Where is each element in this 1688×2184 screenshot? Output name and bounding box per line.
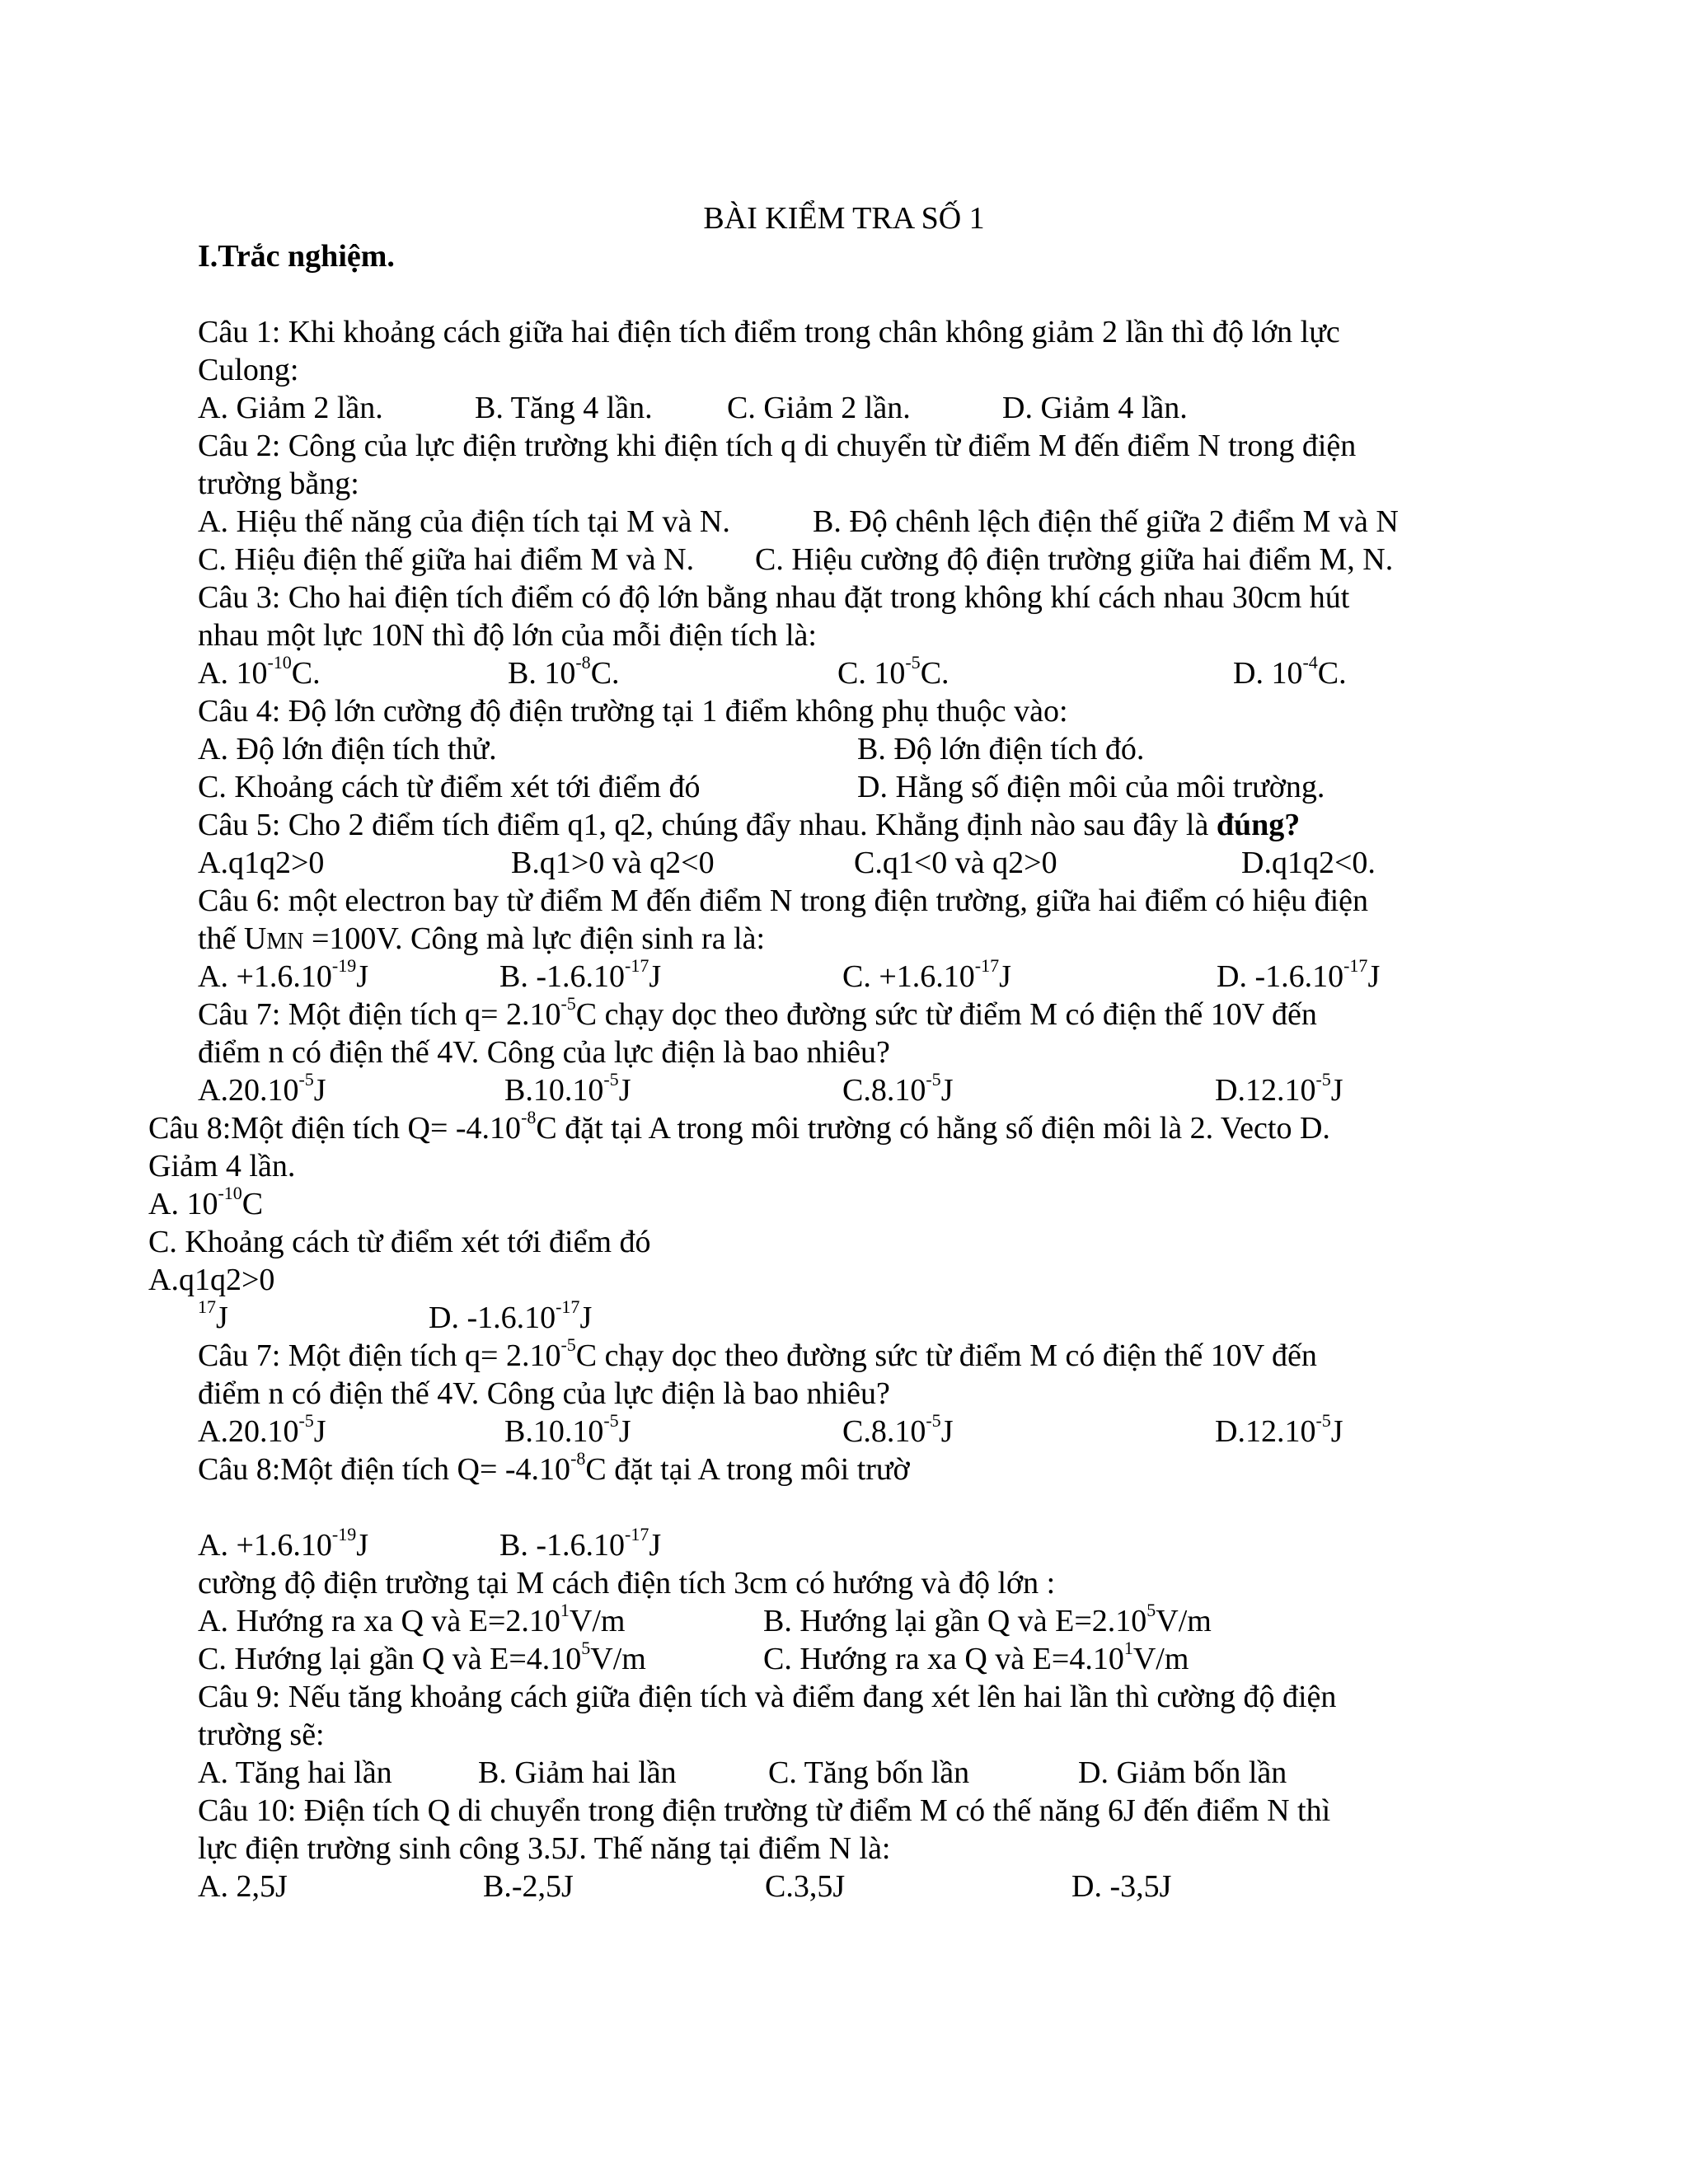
q6-option-d: D. $-1.6.10^{-17}J$ (1217, 955, 1381, 994)
q7-option-d: $D.12.10^{-5}J$ (1215, 1069, 1343, 1108)
q8b-option-a0: A. $+1.6.10^{-19}J$ (198, 1524, 368, 1563)
q4-option-a: A. Độ lớn điện tích thử. (198, 732, 497, 766)
q7-option-b: $B.10.10^{-5}J$ (504, 1069, 631, 1108)
q10-options (0, 1868, 1688, 1905)
q2-option-b: B. Độ chênh lệch điện thế giữa 2 điểm M và N (813, 504, 1399, 539)
q5-option-c: C.q1<0 và q2>0 (854, 846, 1057, 880)
q9-option-a: A. Tăng hai lần (198, 1755, 392, 1790)
q7-text-line2: điểm n có điện thế 4V. Công của lực điện là bao nhiêu? (198, 1035, 890, 1070)
q2-options-row2 (0, 541, 1688, 579)
q7b-option-a: $A.20.10^{-5}J$ (198, 1410, 326, 1449)
q1-option-a: A. Giảm 2 lần. (198, 391, 383, 425)
q6-option-a: A. $+1.6.10^{-19}J$ (198, 955, 368, 994)
q4-option-c: C. Khoảng cách từ điểm xét tới điểm đó (198, 770, 701, 804)
q5-option-a: A.q1q2>0 (198, 846, 325, 880)
q8b-option-c: C. Hướng lại gần Q và $E=4.10^5V/m$ (198, 1638, 646, 1676)
q10-option-c: C.3,5J (765, 1869, 846, 1904)
q10-option-b: B.-2,5J (483, 1869, 574, 1904)
q5-option-d: D.q1q2<0. (1241, 846, 1376, 880)
q3-option-b: B. $10^{-8}C$. (508, 652, 620, 691)
q3-text-line1: Câu 3: Cho hai điện tích điểm có độ lớn bằng nhau đặt trong không khí cách nhau 30cm hút (198, 580, 1350, 615)
q7b-option-c: $C.8.10^{-5}J$ (842, 1410, 954, 1449)
q8b-option-d: C. Hướng ra xa Q và $E=4.10^1V/m$ (763, 1638, 1189, 1676)
q3-option-a: A. $10^{-10}C$. (198, 652, 321, 691)
q8b-text-line2: cường độ điện trường tại M cách điện tích 3cm có hướng và độ lớn : (198, 1566, 1056, 1601)
q1-text-line1: Câu 1: Khi khoảng cách giữa hai điện tích điểm trong chân không giảm 2 lần thì độ lớn lực (198, 315, 1340, 349)
q8b-text-line1: Câu 8:Một điện tích $Q= -4.10^{-8}C$ đặt tại A trong môi trườ (198, 1448, 910, 1487)
q8-fragment-2: C. Khoảng cách từ điểm xét tới điểm đó (148, 1225, 651, 1259)
q7b-option-d: $D.12.10^{-5}J$ (1215, 1410, 1343, 1449)
q9-options (0, 1754, 1688, 1792)
q9-option-b: B. Giảm hai lần (478, 1755, 677, 1790)
q8-fragment-1: A. $10^{-10}C$ (148, 1183, 264, 1221)
q2-text-line1: Câu 2: Công của lực điện trường khi điện tích q di chuyển từ điểm M đến điểm N trong điện (198, 429, 1357, 463)
q9-text-line1: Câu 9: Nếu tăng khoảng cách giữa điện tích và điểm đang xét lên hai lần thì cường độ điện (198, 1680, 1337, 1714)
page-title: BÀI KIỂM TRA SỐ 1 (703, 201, 985, 236)
q5-emphasis: đúng? (1216, 808, 1301, 842)
q3-text-line2: nhau một lực 10N thì độ lớn của mỗi điện tích là: (198, 618, 817, 653)
q7-text-line1: Câu 7: Một điện tích $q= 2.10^{-5}C$ chạy dọc theo đường sức từ điểm M có điện thế 10V đến (198, 993, 1317, 1032)
q10-text-line1: Câu 10: Điện tích Q di chuyển trong điện trường từ điểm M có thế năng 6J đến điểm N thì (198, 1793, 1331, 1828)
q6-text-line1: Câu 6: một electron bay từ điểm M đến điểm N trong điện trường, giữa hai điểm có hiệu điện (198, 883, 1369, 918)
q5-option-b: B.q1>0 và q2<0 (511, 846, 715, 880)
q4-text-line1: Câu 4: Độ lớn cường độ điện trường tại 1 điểm không phụ thuộc vào: (198, 694, 1068, 729)
q6-text-line2: thế UMN =100V. Công mà lực điện sinh ra là: (198, 921, 766, 956)
q3-options (0, 654, 1688, 692)
q7-options (0, 1071, 1688, 1109)
q10-option-a: A. 2,5J (198, 1869, 288, 1904)
q3-option-c: C. $10^{-5}C$. (837, 652, 950, 691)
q9-option-c: C. Tăng bốn lần (768, 1755, 970, 1790)
q4-options-row2 (0, 768, 1688, 806)
q6-options (0, 955, 1688, 996)
q2-option-d: C. Hiệu cường độ điện trường giữa hai điểm M, N. (755, 542, 1394, 577)
q2-option-a: A. Hiệu thế năng của điện tích tại M và N. (198, 504, 730, 539)
q8b-option-a: A. Hướng ra xa Q và $E=2.10^1V/m$ (198, 1600, 626, 1638)
q6-option-b: B. $-1.6.10^{-17}J$ (499, 955, 662, 994)
q8b-options-row2 (0, 1640, 1688, 1678)
q2-option-c: C. Hiệu điện thế giữa hai điểm M và N. (198, 542, 695, 577)
q7-option-a: $A.20.10^{-5}J$ (198, 1069, 326, 1108)
q8b-options-row1 (0, 1602, 1688, 1640)
q8-fragment-4-a: $^{17}$J (198, 1296, 228, 1335)
q8-text-line1: Câu 8:Một điện tích $Q= -4.10^{-8}C$ đặt tại A trong môi trường có hằng số điện môi là 2. Vecto D. (148, 1107, 1330, 1146)
q5-options (0, 844, 1688, 882)
q1-option-d: D. Giảm 4 lần. (1002, 391, 1188, 425)
q1-text-line2: Culong: (198, 353, 299, 387)
q8-fragment-4-d: D. $-1.6.10^{-17}J$ (429, 1296, 593, 1335)
q9-text-line2: trường sẽ: (198, 1718, 325, 1752)
q8-text-line2: Giảm 4 lần. (148, 1149, 296, 1183)
q4-options-row1 (0, 730, 1688, 768)
q4-option-d: D. Hằng số điện môi của môi trường. (857, 770, 1325, 804)
q7-option-c: $C.8.10^{-5}J$ (842, 1069, 954, 1108)
q10-option-d: D. -3,5J (1071, 1869, 1172, 1904)
q7b-options (0, 1410, 1688, 1451)
q2-text-line2: trường bằng: (198, 466, 359, 501)
q8-fragment-4 (0, 1296, 1688, 1337)
q7b-option-b: $B.10.10^{-5}J$ (504, 1410, 631, 1449)
q1-options (0, 389, 1688, 427)
q3-option-d: D. $10^{-4}C$. (1233, 652, 1347, 691)
q8-fragment-3: A.q1q2>0 (148, 1263, 275, 1297)
q1-option-c: C. Giảm 2 lần. (727, 391, 911, 425)
q8b-option-b: B. Hướng lại gần Q và $E=2.10^5V/m$ (763, 1600, 1212, 1638)
section-heading: I.Trắc nghiệm. (198, 239, 395, 274)
q9-option-d: D. Giảm bốn lần (1078, 1755, 1287, 1790)
q7b-text-line1: Câu 7: Một điện tích $q= 2.10^{-5}C$ chạy dọc theo đường sức từ điểm M có điện thế 10V đến (198, 1334, 1317, 1373)
q8b-option-b0: B. $-1.6.10^{-17}J$ (499, 1524, 662, 1563)
q2-options-row1 (0, 503, 1688, 541)
q1-option-b: B. Tăng 4 lần. (475, 391, 653, 425)
q10-text-line2: lực điện trường sinh công 3.5J. Thế năng tại điểm N là: (198, 1831, 891, 1866)
q5-text-line1: Câu 5: Cho 2 điểm tích điểm q1, q2, chúng đẩy nhau. Khẳng định nào sau đây là đúng? (198, 808, 1301, 842)
q8b-options-row0 (0, 1526, 1688, 1564)
q4-option-b: B. Độ lớn điện tích đó. (857, 732, 1145, 766)
q6-option-c: C. $+1.6.10^{-17}J$ (842, 955, 1011, 994)
q7b-text-line2: điểm n có điện thế 4V. Công của lực điện là bao nhiêu? (198, 1376, 890, 1411)
